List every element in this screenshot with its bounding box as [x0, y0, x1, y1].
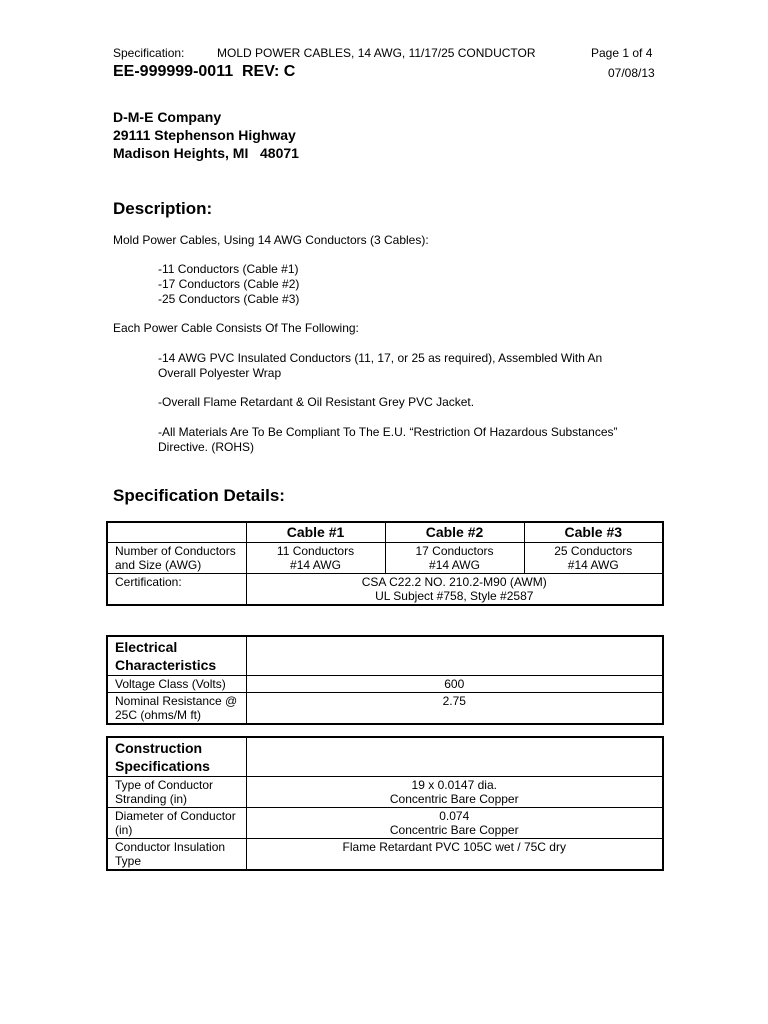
- cell-voltage: 600: [246, 676, 663, 693]
- cell-resistance: 2.75: [246, 693, 663, 725]
- header-cable-2: Cable #2: [385, 522, 524, 543]
- document-number: EE-999999-0011 REV: C: [113, 63, 296, 80]
- row-label-voltage: Voltage Class (Volts): [107, 676, 246, 693]
- row-label-stranding: Type of Conductor Stranding (in): [107, 777, 246, 808]
- company-city: Madison Heights, MI 48071: [113, 145, 299, 161]
- page-number: Page 1 of 4: [591, 46, 653, 60]
- cell-diameter: 0.074 Concentric Bare Copper: [246, 808, 663, 839]
- cell-insulation: Flame Retardant PVC 105C wet / 75C dry: [246, 839, 663, 871]
- row-label-insulation: Conductor Insulation Type: [107, 839, 246, 871]
- company-name: D-M-E Company: [113, 109, 222, 125]
- construction-title: Construction Specifications: [107, 737, 246, 777]
- cable-list-item: -17 Conductors (Cable #2): [158, 277, 300, 291]
- company-street: 29111 Stephenson Highway: [113, 127, 296, 143]
- description-title: Description:: [113, 199, 213, 218]
- cell-certification: CSA C22.2 NO. 210.2-M90 (AWM) UL Subject #758, Style #2587: [246, 574, 663, 606]
- electrical-title: Electrical Characteristics: [107, 636, 246, 676]
- component-item: -Overall Flame Retardant & Oil Resistant Grey PVC Jacket.: [158, 395, 475, 409]
- component-item: -All Materials Are To Be Compliant To The E.U. “Restriction Of Hazardous Substances” Directive. (ROHS): [158, 425, 618, 454]
- spec-details-title: Specification Details:: [113, 486, 285, 505]
- row-label-certification: Certification:: [107, 574, 246, 606]
- cell-cable-1-conductors: 11 Conductors #14 AWG: [246, 543, 385, 574]
- header-cable-3: Cable #3: [524, 522, 663, 543]
- row-label-resistance: Nominal Resistance @ 25C (ohms/M ft): [107, 693, 246, 725]
- electrical-table: [106, 635, 664, 725]
- cell-cable-3-conductors: 25 Conductors #14 AWG: [524, 543, 663, 574]
- header-cell-empty: [107, 522, 246, 543]
- spec-title: MOLD POWER CABLES, 14 AWG, 11/17/25 CONDUCTOR: [217, 46, 536, 60]
- cable-list-item: -11 Conductors (Cable #1): [158, 262, 299, 276]
- description-intro: Mold Power Cables, Using 14 AWG Conductors (3 Cables):: [113, 233, 429, 247]
- cell-cable-2-conductors: 17 Conductors #14 AWG: [385, 543, 524, 574]
- row-label-conductors: Number of Conductors and Size (AWG): [107, 543, 246, 574]
- electrical-title-empty: [246, 636, 663, 676]
- cell-stranding: 19 x 0.0147 dia. Concentric Bare Copper: [246, 777, 663, 808]
- document-date: 07/08/13: [608, 66, 655, 80]
- row-label-diameter: Diameter of Conductor (in): [107, 808, 246, 839]
- cable-list-item: -25 Conductors (Cable #3): [158, 292, 300, 306]
- construction-title-empty: [246, 737, 663, 777]
- component-item: -14 AWG PVC Insulated Conductors (11, 17, or 25 as required), Assembled With An Overall Polyester Wrap: [158, 351, 603, 380]
- cable-spec-table: [106, 521, 664, 606]
- spec-label: Specification:: [113, 46, 185, 60]
- construction-table: [106, 736, 664, 871]
- consists-text: Each Power Cable Consists Of The Following:: [113, 321, 359, 335]
- header-cable-1: Cable #1: [246, 522, 385, 543]
